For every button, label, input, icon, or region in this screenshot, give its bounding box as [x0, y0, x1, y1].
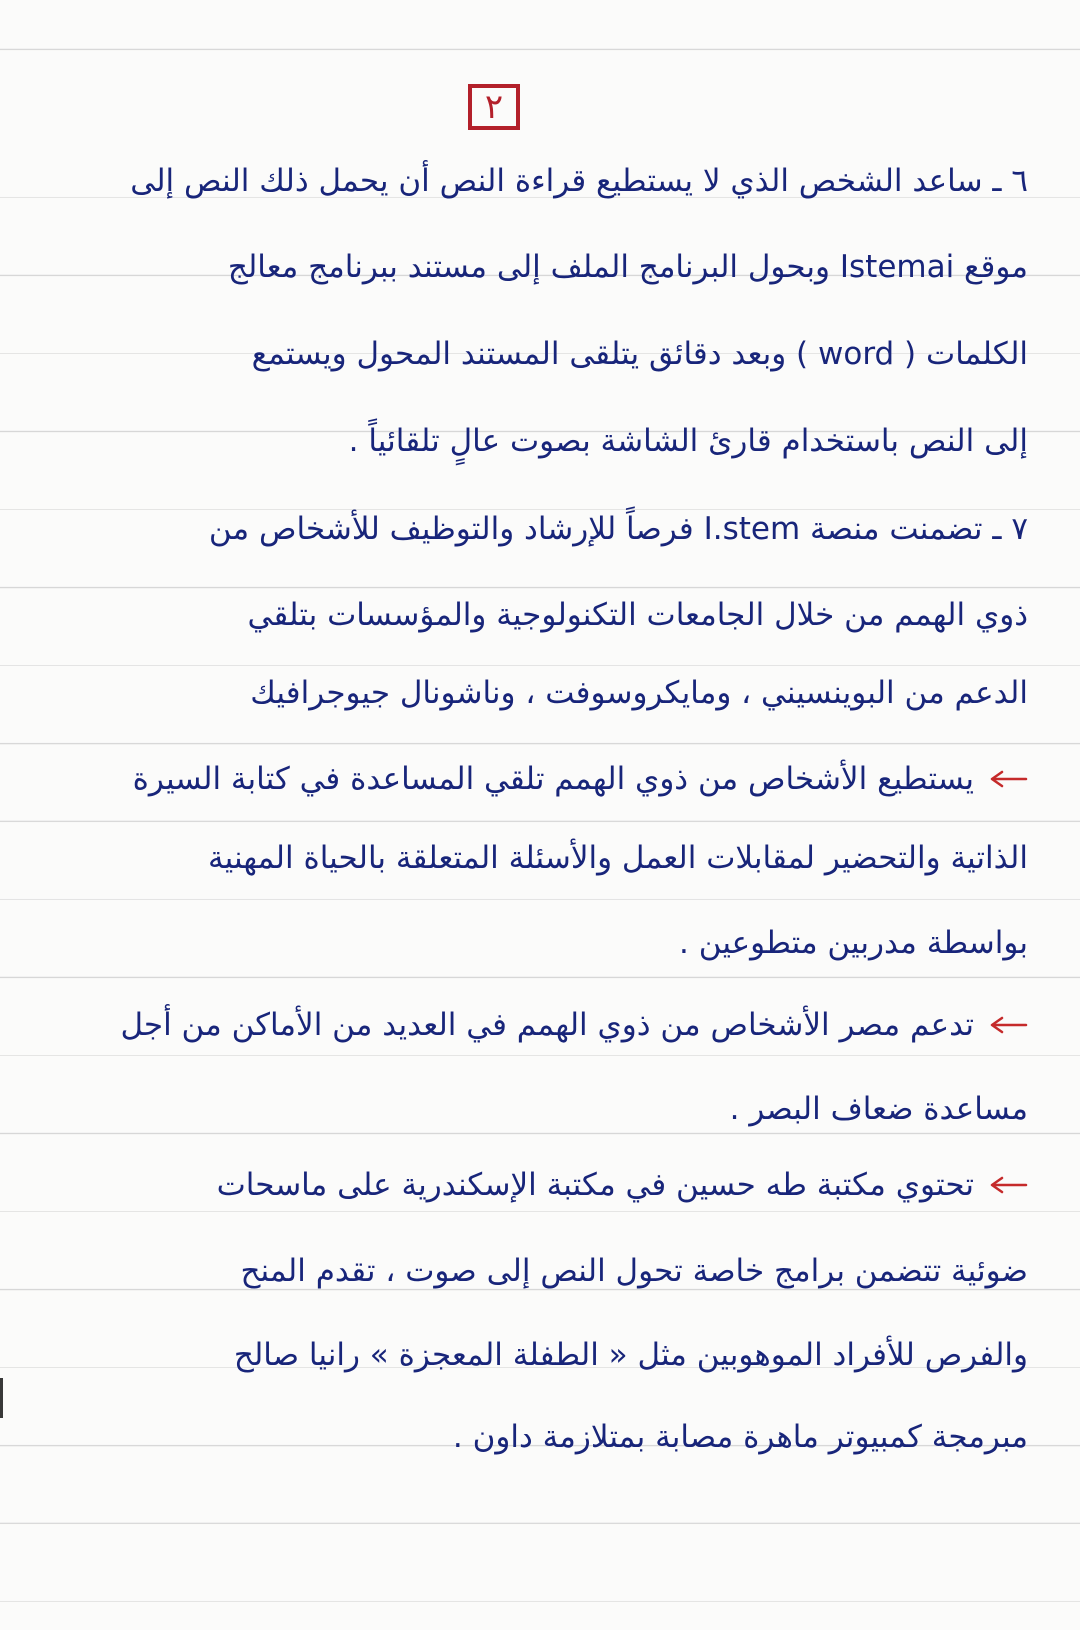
bullet-line-1: [68, 758, 1028, 800]
text-line-5: ٧ ـ تضمنت منصة I.stem فرصاً للإرشاد والتوظيف للأشخاص من: [208, 511, 1028, 547]
page-number: ٢: [484, 87, 504, 127]
bullet-text-3: تحتوي مكتبة طه حسين في مكتبة الإسكندرية على ماسحات: [216, 1167, 974, 1203]
text-line-10: بواسطة مدربين متطوعين .: [679, 925, 1028, 961]
arrow-icon: [984, 1175, 1028, 1195]
bullet-line-3: [68, 1164, 1028, 1206]
text-line-9: الذاتية والتحضير لمقابلات العمل والأسئلة المتعلقة بالحياة المهنية: [208, 840, 1028, 876]
bullet-line-2: [68, 1004, 1028, 1046]
arrow-icon: [984, 1015, 1028, 1035]
bullet-text-2: تدعم مصر الأشخاص من ذوي الهمم في العديد من الأماكن من أجل: [120, 1007, 974, 1043]
text-line-2: موقع Istemai وبحول البرنامج الملف إلى مستند ببرنامج معالج: [227, 249, 1028, 285]
text-line-1: ٦ ـ ساعد الشخص الذي لا يستطيع قراءة النص أن يحمل ذلك النص إلى: [130, 163, 1028, 199]
bullet-text-1: يستطيع الأشخاص من ذوي الهمم تلقي المساعدة في كتابة السيرة: [132, 761, 974, 797]
text-line-15: والفرص للأفراد الموهوبين مثل « الطفلة المعجزة » رانيا صالح: [233, 1337, 1028, 1373]
text-line-4: إلى النص باستخدام قارئ الشاشة بصوت عالٍ تلقائياً .: [348, 423, 1028, 459]
page-number-box: [468, 84, 520, 130]
text-line-14: ضوئية تتضمن برامج خاصة تحول النص إلى صوت ، تقدم المنح: [240, 1253, 1028, 1289]
text-line-16: مبرمجة كمبيوتر ماهرة مصابة بمتلازمة داون .: [452, 1419, 1028, 1455]
text-line-3: الكلمات ( word ) وبعد دقائق يتلقى المستند المحول ويستمع: [251, 336, 1028, 372]
text-line-6: ذوي الهمم من خلال الجامعات التكنولوجية والمؤسسات بتلقي: [247, 597, 1028, 633]
text-line-7: الدعم من البوينسيني ، ومايكروسوفت ، وناشونال جيوجرافيك: [250, 675, 1028, 711]
margin-mark: [0, 1378, 3, 1418]
text-line-12: مساعدة ضعاف البصر .: [729, 1091, 1028, 1127]
arrow-icon: [984, 769, 1028, 789]
